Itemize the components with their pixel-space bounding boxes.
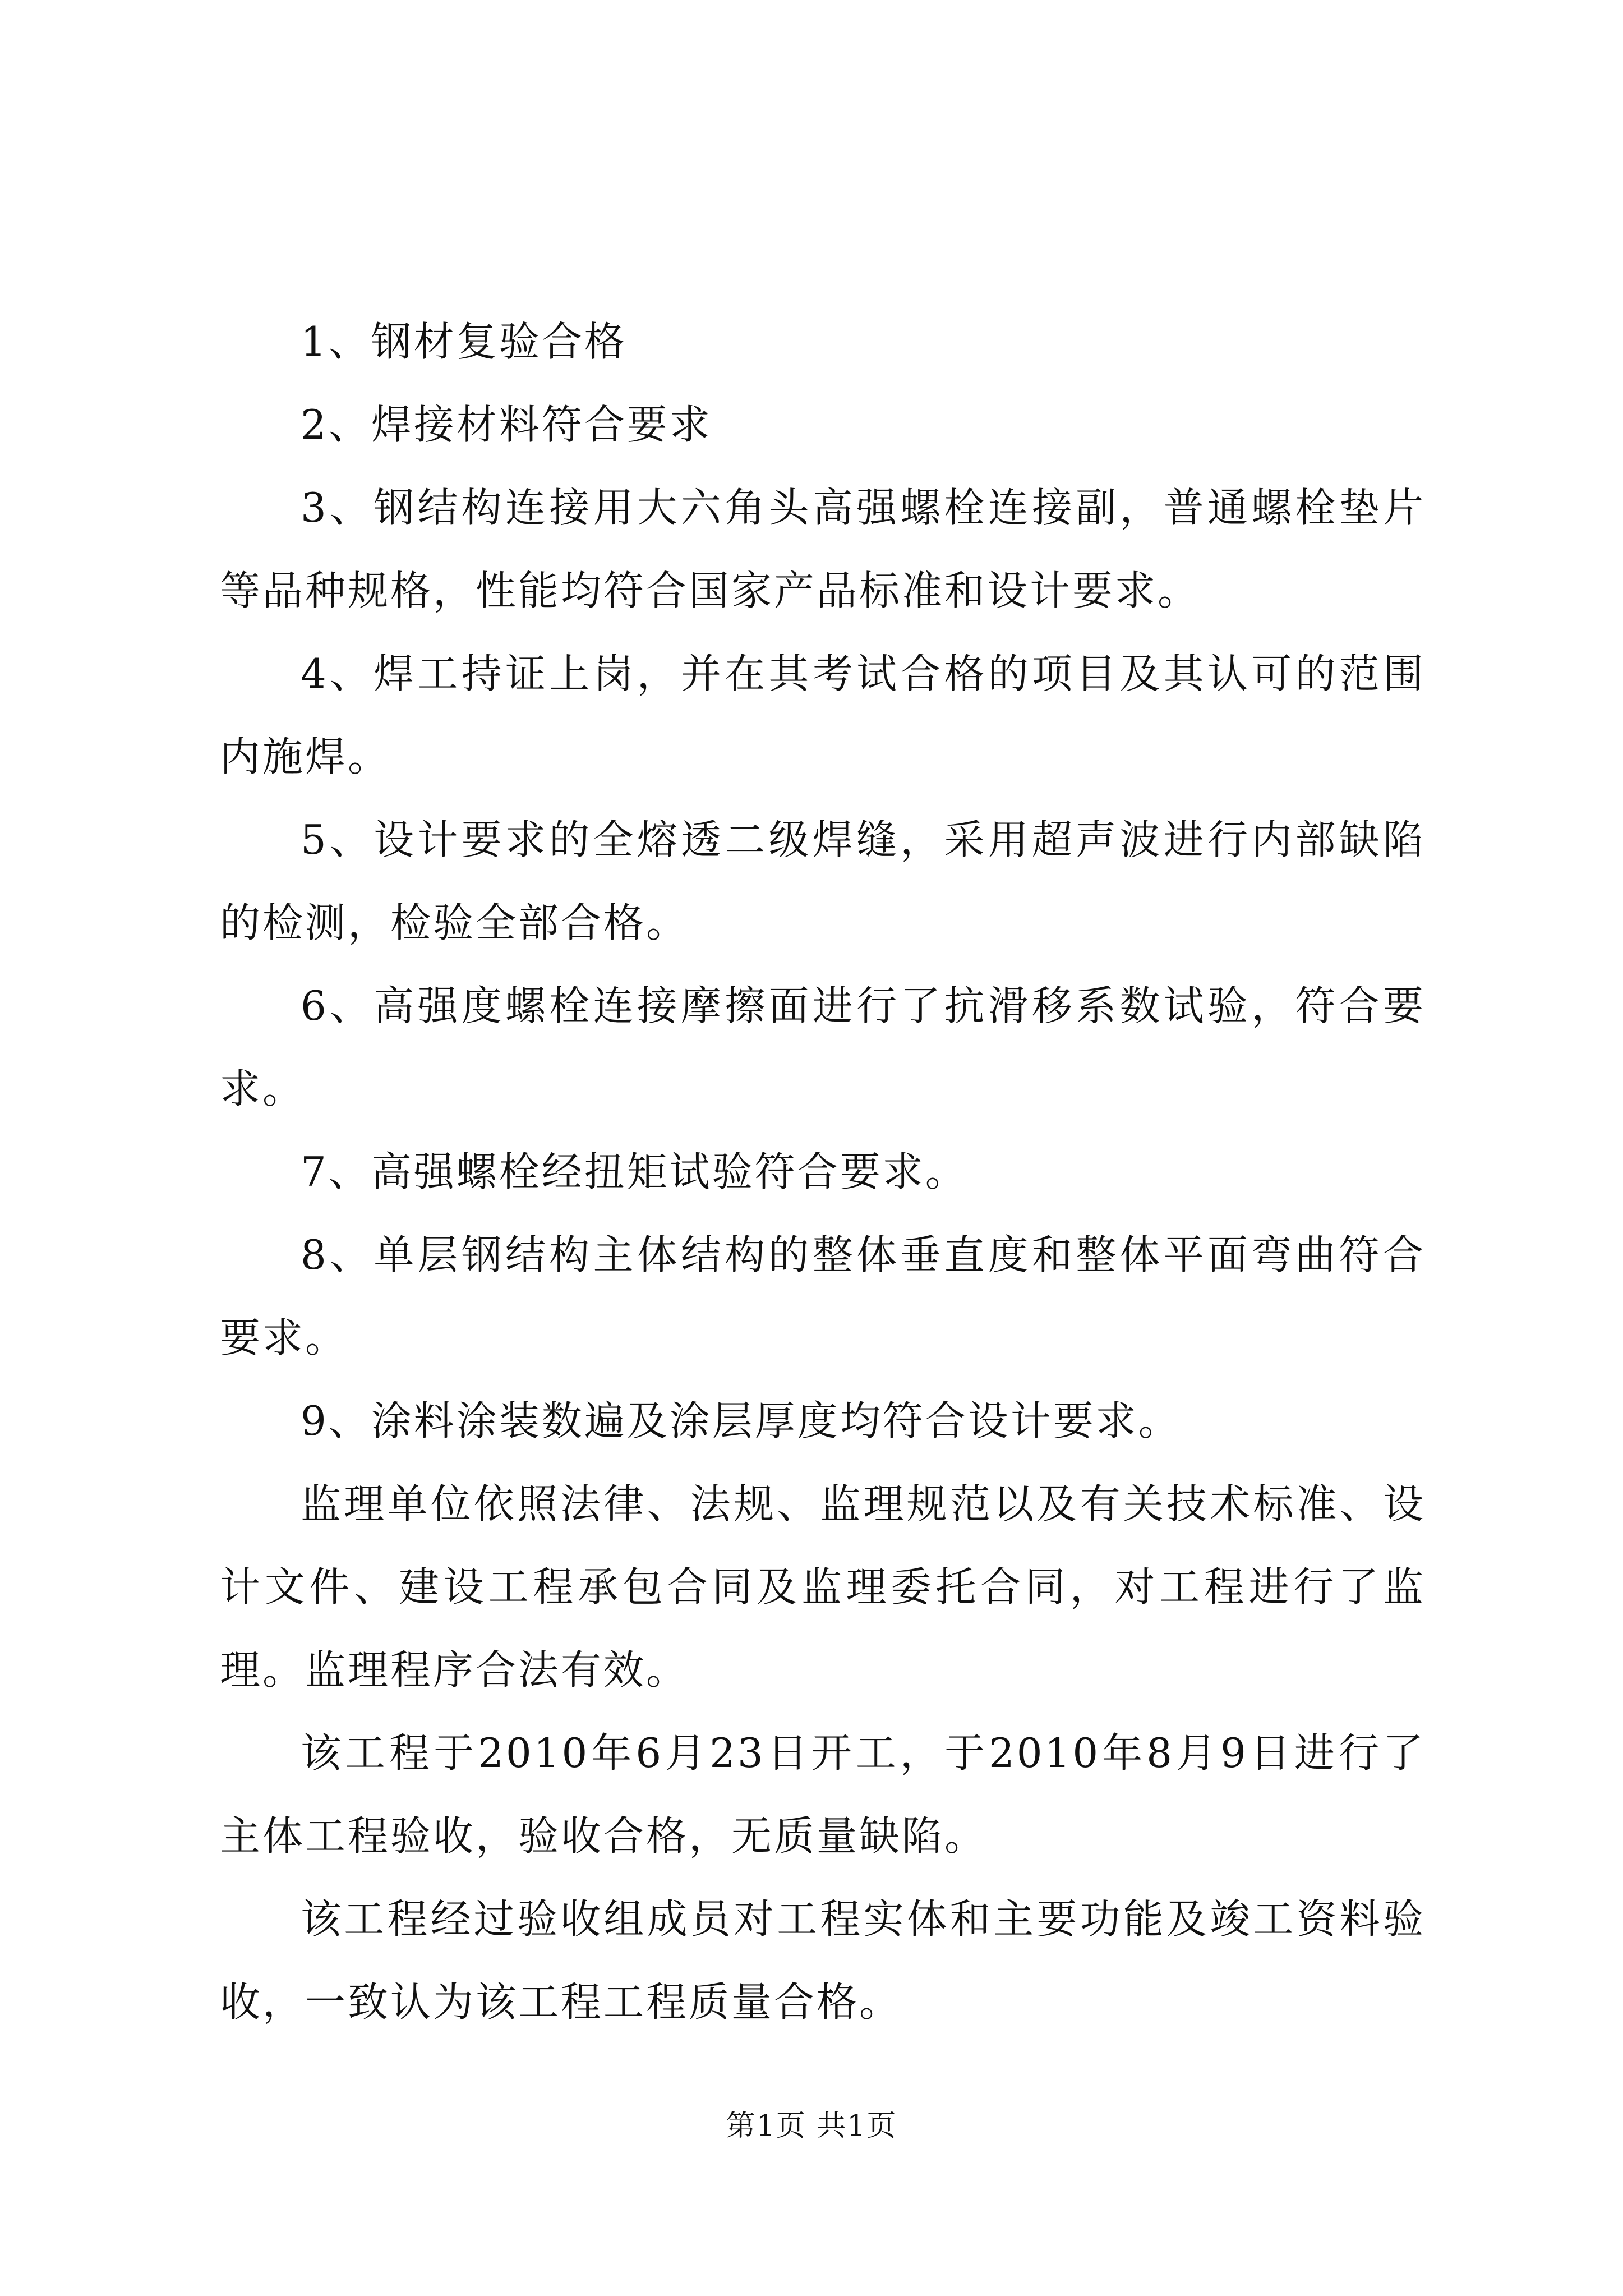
- paragraph-item-7: 7、高强螺栓经扭矩试验符合要求。: [301, 1148, 968, 1195]
- document-body: [220, 300, 1426, 2044]
- paragraph-supervision: 监理单位依照法律、法规、监理规范以及有关技术标准、设计文件、建设工程承包合同及监理委托合同，对工程进行了监理。监理程序合法有效。: [220, 1480, 1426, 1694]
- page-footer: 第1页 共1页: [726, 2109, 897, 2143]
- paragraph-item-9: 9、涂料涂装数遍及涂层厚度均符合设计要求。: [301, 1397, 1181, 1444]
- paragraph-schedule: 该工程于2010年6月23日开工，于2010年8月9日进行了主体工程验收，验收合格，无质量缺陷。: [220, 1729, 1426, 1860]
- paragraph-item-6: 6、高强度螺栓连接摩擦面进行了抗滑移系数试验，符合要求。: [220, 982, 1426, 1112]
- paragraph-conclusion: 该工程经过验收组成员对工程实体和主要功能及竣工资料验收，一致认为该工程工程质量合格。: [220, 1895, 1426, 2026]
- paragraph-item-3: 3、钢结构连接用大六角头高强螺栓连接副，普通螺栓垫片等品种规格，性能均符合国家产品标准和设计要求。: [220, 484, 1426, 614]
- paragraph-item-2: 2、焊接材料符合要求: [301, 401, 712, 448]
- paragraph-item-4: 4、焊工持证上岗，并在其考试合格的项目及其认可的范围内施焊。: [220, 650, 1426, 780]
- paragraph-item-1: 1、钢材复验合格: [301, 318, 627, 365]
- paragraph-item-8: 8、单层钢结构主体结构的整体垂直度和整体平面弯曲符合要求。: [220, 1231, 1426, 1361]
- paragraph-item-5: 5、设计要求的全熔透二级焊缝，采用超声波进行内部缺陷的检测，检验全部合格。: [220, 816, 1426, 946]
